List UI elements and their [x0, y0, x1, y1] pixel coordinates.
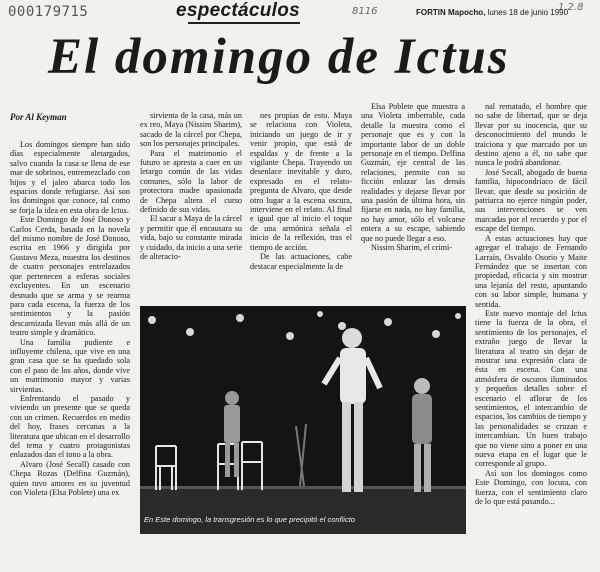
section-label: espectáculos	[176, 0, 300, 21]
paragraph: Elsa Poblete que muestra a una Violeta imberrable, cada detalle la muestra como el personaje que es y con la importante labor de un doble personaje en el tiempo. Delfina Guzmán, eje central de las relaciones, permite con su ficción enlazar las demás realidades y dejarse llevar por una pasión de última hora, sin fijarse en nada, no hay familia, no hay amor, sólo el volcarse entera a su escape, sabiendo que no puede llegar a eso.	[361, 102, 465, 243]
paragraph: Enfrentando el pasado y viviendo un presente que se queda con un crimen. Recuerdos en medio del hoy, frases cercanas a la literatura que ubican en el desarrollo del tema y cuatro protagonistas enlazados dan el tono a la obra.	[10, 393, 130, 460]
headline: El domingo de Ictus	[48, 29, 510, 85]
paragraph: nal rematado, el hombre que no sabe de libertad, que se deja llevar por su inocencia, que su desconocimiento del mundo le traiciona y que marcado por un destino ajeno a él, no sabe que nunca le podrá abandonar.	[475, 102, 587, 168]
paragraph: Los domingos siempre han sido días especialmente aletargados, salvo cuando la casa se llena de ese mar de sobrinos, entremezclado con hijos y el jaleo abarca todo los espacios donde refugiarse. Así son los domingos que conoce, tal como se forja la idea en esta obra de Ictus.	[10, 140, 130, 215]
stage-photo	[140, 306, 466, 534]
dateline	[416, 8, 568, 17]
paragraph: Este Domingo de José Donoso y Carlos Cerda, basada en la novela del mismo nombre de José Donoso, escrita en 1966 y dirigida por Gustavo Meza, muestra los destinos de cuatro personajes entrelazados que pertenecen a esferas sociales excluyentes. En un escenario desnudo que se arma y se rearma para cada escena, la fuerza de los sentimientos y la pasión descarnizada llevan más allá de un teatro simple y dramático.	[10, 215, 130, 338]
article-column-4	[361, 102, 465, 282]
paragraph: A estas actuaciones hay que agregar el trabajo de Fernando Larraín, Osvaldo Osorio y Maite Fernández que se insertan con propiedad, eficacia y sin mostrar una lejanía del resto, apuntando con su labor simple, humana y sentida.	[475, 233, 587, 309]
paragraph: Una familia pudiente e influyente chilena, que vive en una gran casa que se ha quedado sola con el paso de los años, donde vive un matrimonio mayor y varias sirvientas.	[10, 337, 130, 394]
newspaper-name: FORTIN Mapocho,	[416, 8, 486, 17]
article-column-5	[475, 102, 587, 572]
paragraph: Este nuevo montaje del Ictus tiene la fuerza de la obra, el sentimiento de los personajes, el extraño juego de llevar la literatura al teatro sin dejar de mostrar una expresión clara de ésta en escena. Con una atmósfera de oscuros iluminados y pequeños detalles sobre el escenario el aflorar de los sentimientos, el intercambio de espacios, los cambios de tiempo y las personalidades se cruzan e intercambian. Un buen trabajo que no viene sino a poner en una nueva etapa en el lugar que le corresponde al grupo.	[475, 308, 587, 469]
archive-stamp: 000179715	[8, 4, 89, 20]
article-column-1	[10, 140, 130, 568]
paragraph: Nissim Sharim, el crimi-	[371, 243, 452, 253]
paragraph: nes propias de esto. Maya se relaciona con Violeta, iniciando un juego de ir y venir propio, que está de espaldas y de frente a la vigilante Chepa. Trayendo un desenlace inevitable y duro, expresado en el relato-pregunta de Alvaro, que desde otro lugar a la escena oscura, interviene en el relato. Al final e igual que al inicio el toque de una armónica señala el inicio de la reflexión, tras el tiempo de acción.	[250, 111, 352, 252]
publication-date: lunes 18 de junio 1990	[487, 8, 569, 17]
byline: Por Al Keyman	[10, 112, 67, 122]
paragraph: De las actuaciones, cabe destacar especialmente la de	[250, 252, 352, 271]
photo-caption: En Este domingo, la transgresión es lo que precipitó el conflicto	[144, 515, 355, 524]
paragraph: José Secall, abogado de buena familia, hipocondríaco de fácil llevar, que desde su posición de patriarca no ejerce ningún poder, sus intervenciones se ven marcadas por el recuerdo y por el escape del tiempo.	[475, 167, 587, 234]
paragraph: sirvienta de la casa, más un ex reo, Maya (Nissim Sharim), sacado de la cárcel por Chepa, son los personajes principales.	[140, 111, 242, 149]
paragraph: Alvaro (José Secall) casado con Chepa Rozas (Delfina Guzmán), quien tuvo amores en su juventud con Violeta (Elsa Poblete) una ex	[10, 459, 130, 498]
paragraph: Así son los domingos como Este Domingo, con locura, con fuerza, con el sentimiento claro de lo que está pasando...	[475, 468, 587, 507]
handwritten-note-corner: 1.2.8	[558, 2, 584, 13]
paragraph: El sacar a Maya de la cárcel y permitir que él encausara su vida, bajo su constante mirada y cuidado, da inicio a una serie de alteracio-	[140, 214, 242, 262]
article-column-2	[140, 111, 242, 291]
handwritten-note: 8116	[352, 6, 378, 17]
article-column-3	[250, 111, 352, 291]
paragraph: Para el matrimonio el futuro se apresta a caer en un letargo común de las vidas comunes, sólo la labor de protectora madre apasionada de Chepa altera el curso definido de sus vidas.	[140, 148, 242, 215]
stage-scene-illustration	[140, 306, 466, 534]
